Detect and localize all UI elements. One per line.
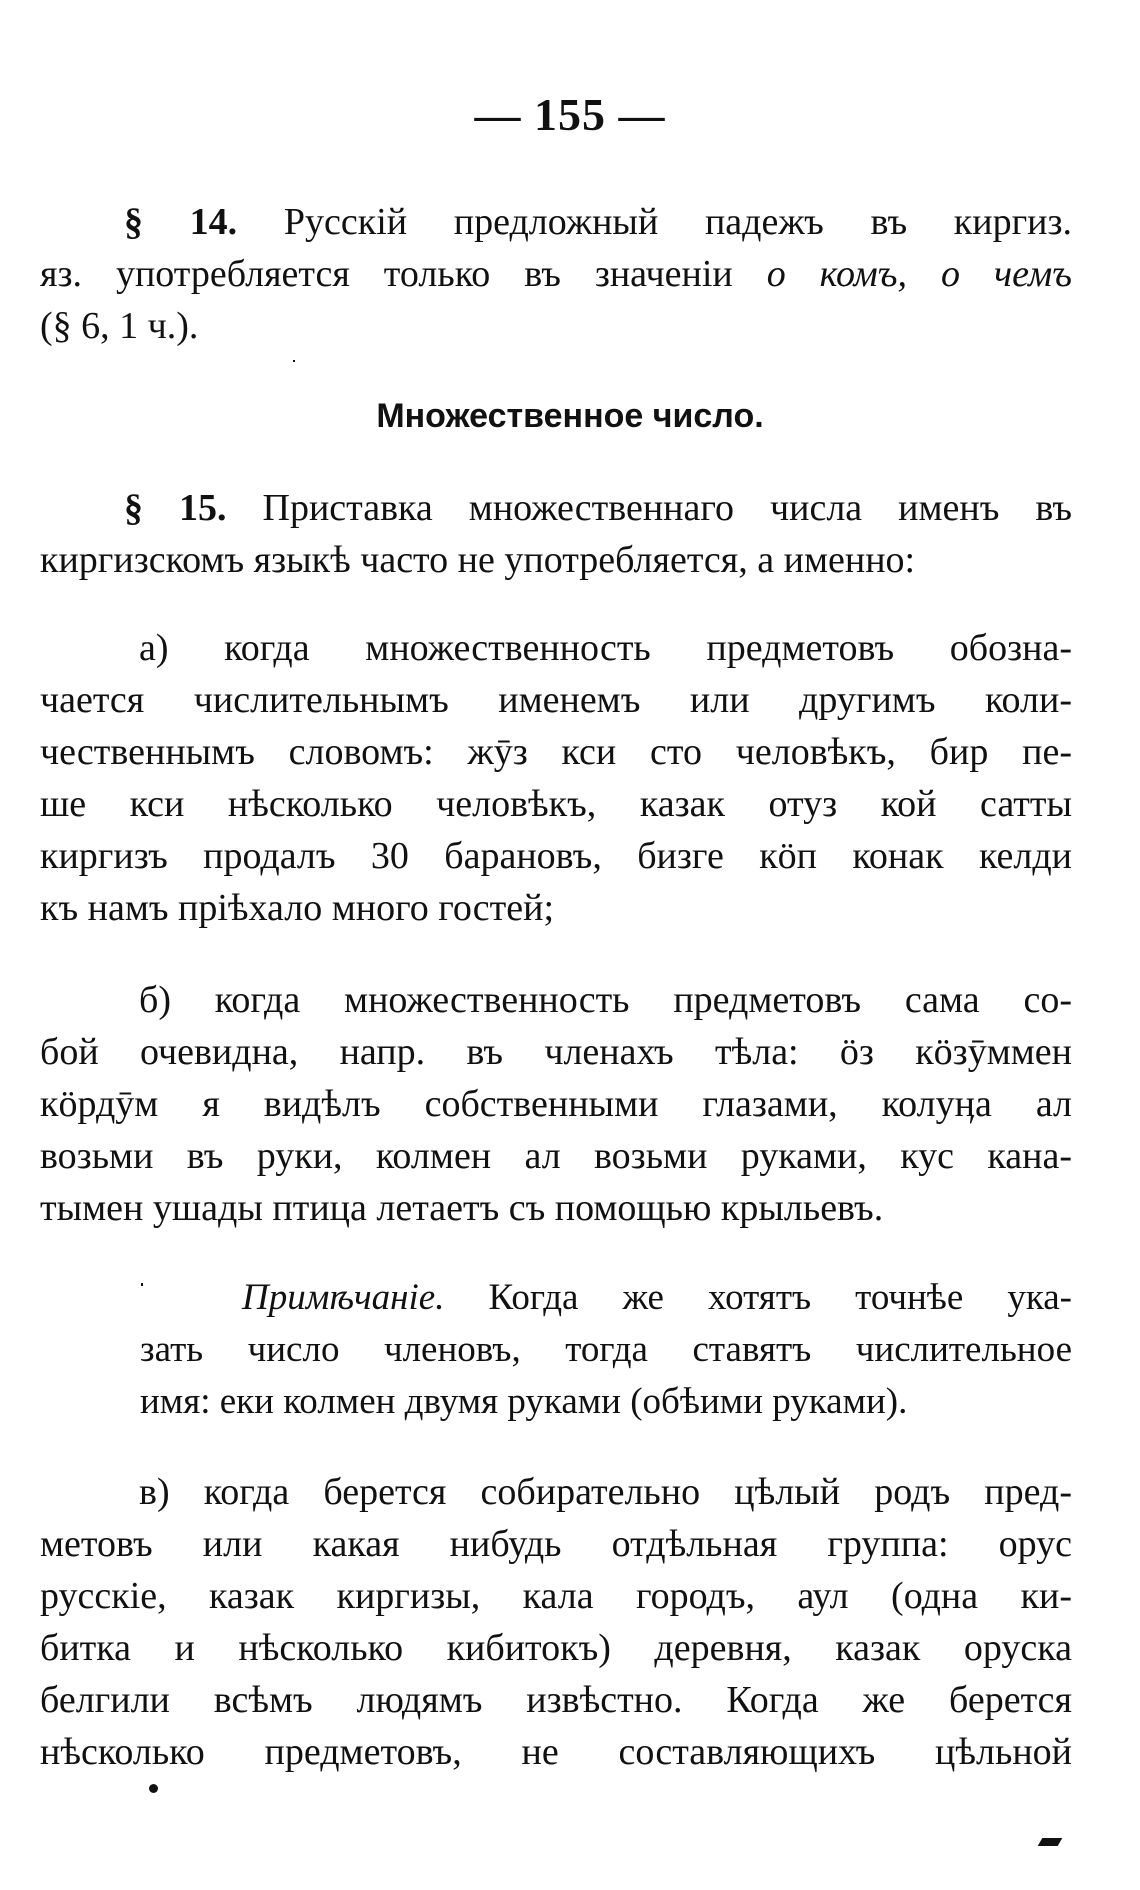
section-mark: § 15. xyxy=(124,487,227,529)
paragraph-15 xyxy=(40,482,1072,586)
paragraph-line: русскіе, казак киргизы, кала городъ, аул (одна ки- xyxy=(40,1575,1072,1617)
paragraph-line: яз. употребляется только въ значеніи о комъ, о чемъ xyxy=(40,253,1072,295)
paragraph-line: § 15. Приставка множественнаго числа именъ въ xyxy=(124,487,1073,529)
paragraph-line: ше кси нѣсколько человѣкъ, казак отуз кой сатты xyxy=(40,783,1072,825)
section-mark: § 14. xyxy=(124,201,238,243)
paragraph-line: Примѣчаніе. Когда же хотятъ точнѣе ука- xyxy=(242,1277,1072,1318)
paragraph-line: чается числительнымъ именемъ или другимъ коли- xyxy=(40,679,1072,721)
ink-speck xyxy=(141,1283,143,1286)
paragraph-line: (§ 6, 1 ч.). xyxy=(40,305,199,347)
paragraph-line: киргизскомъ языкѣ часто не употребляется, а именно: xyxy=(40,539,916,581)
section-heading: Множественное число. xyxy=(376,397,764,435)
paragraph-line: нѣсколько предметовъ, не составляющихъ цѣльной xyxy=(40,1731,1072,1773)
item-c xyxy=(40,1466,1072,1778)
paragraph-14 xyxy=(40,196,1072,352)
page-number: — 155 — xyxy=(474,89,666,140)
paragraph-line: битка и нѣсколько кибитокъ) деревня, казак оруска xyxy=(40,1627,1072,1669)
paragraph-line: чественнымъ словомъ: жӯз кси сто человѣкъ, бир пе- xyxy=(40,731,1072,773)
paragraph-line: белгили всѣмъ людямъ извѣстно. Когда же берется xyxy=(40,1679,1072,1721)
item-b xyxy=(40,974,1072,1234)
paragraph-line: бой очевидна, напр. въ членахъ тѣла: ӧз кӧзӯммен xyxy=(40,1031,1072,1073)
paragraph-line: метовъ или какая нибудь отдѣльная группа: орус xyxy=(40,1523,1072,1565)
paragraph-line: тымен ушады птица летаетъ съ помощью крыльевъ. xyxy=(40,1187,884,1229)
paragraph-line: в) когда берется собирательно цѣлый родъ пред- xyxy=(139,1471,1072,1513)
ink-speck xyxy=(293,360,295,362)
paragraph-line: а) когда множественность предметовъ обозна- xyxy=(139,627,1072,669)
note-block xyxy=(140,1272,1072,1428)
ink-speck xyxy=(149,1784,158,1793)
ink-speck xyxy=(1038,1838,1063,1846)
paragraph-line: киргизъ продалъ 30 барановъ, бизге кӧп конак келди xyxy=(40,835,1072,877)
paragraph-line: имя: еки колмен двумя руками (обѣими руками). xyxy=(140,1381,908,1422)
paragraph-line: § 14. Русскій предложный падежъ въ киргиз. xyxy=(124,201,1073,243)
paragraph-line: возьми въ руки, колмен ал возьми руками, кус кана- xyxy=(40,1135,1072,1177)
paragraph-line: къ намъ пріѣхало много гостей; xyxy=(40,887,555,929)
paragraph-line: б) когда множественность предметовъ сама со- xyxy=(139,979,1072,1021)
italic-term: о комъ, о чемъ xyxy=(766,253,1072,295)
item-a xyxy=(40,622,1072,934)
note-title: Примѣчаніе. xyxy=(242,1277,445,1318)
paragraph-line: зать число членовъ, тогда ставятъ числительное xyxy=(140,1329,1072,1370)
paragraph-line: кӧрдӯм я видѣлъ собственными глазами, колуӊа ал xyxy=(40,1083,1072,1125)
